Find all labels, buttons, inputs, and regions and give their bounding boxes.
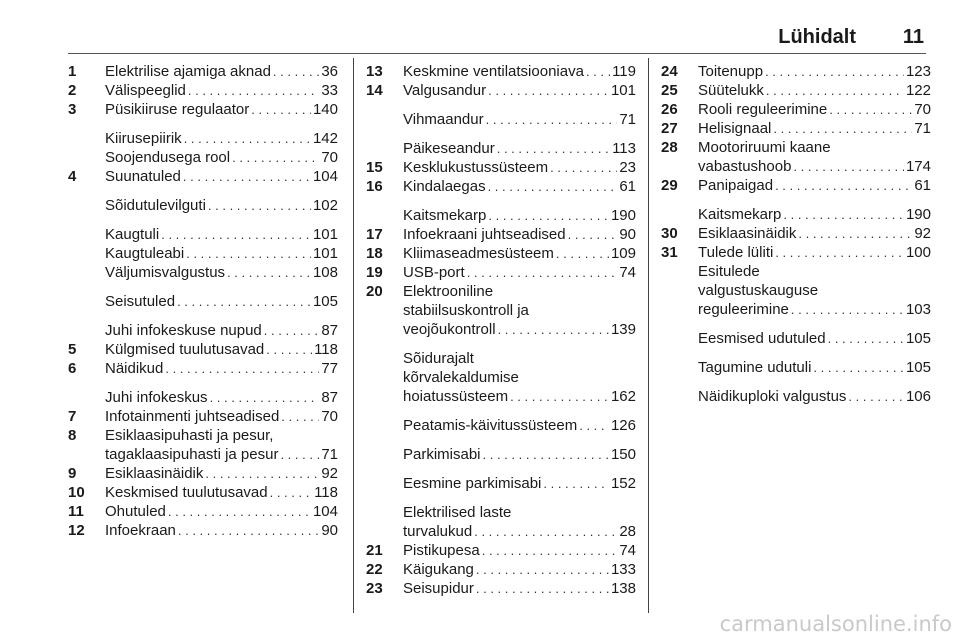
- index-column-3: [661, 62, 931, 406]
- dot-leader: [765, 62, 904, 81]
- index-entry: [366, 349, 636, 406]
- entry-label: Valgusandur: [403, 82, 487, 99]
- dot-leader: [227, 263, 311, 282]
- dot-leader: [488, 177, 618, 196]
- dot-leader: [813, 358, 904, 377]
- callout-number: 3: [68, 101, 77, 118]
- dot-leader: [488, 206, 609, 225]
- index-entry: [366, 177, 636, 196]
- entry-label: Infotainmenti juhtseadised: [105, 408, 280, 425]
- index-column-1: [68, 62, 338, 540]
- callout-number: 17: [366, 226, 383, 243]
- callout-number: 18: [366, 245, 383, 262]
- entry-label: kõrvalekaldumise: [403, 369, 519, 386]
- entry-label: Kaugtuli: [105, 226, 160, 243]
- watermark: carmanualsonline.info: [719, 612, 952, 636]
- page-reference[interactable]: 87: [321, 322, 338, 339]
- dot-leader: [568, 225, 618, 244]
- page-reference[interactable]: 90: [619, 226, 636, 243]
- entry-label: Vihmaandur: [403, 111, 484, 128]
- page-reference[interactable]: 74: [619, 542, 636, 559]
- callout-number: 31: [661, 244, 678, 261]
- dot-leader: [773, 119, 912, 138]
- callout-number: 9: [68, 465, 77, 482]
- dot-leader: [177, 292, 311, 311]
- entry-label: Suunatuled: [105, 168, 181, 185]
- page-reference[interactable]: 190: [905, 206, 931, 223]
- index-entry: [68, 502, 338, 521]
- entry-label: Peatamis-käivitussüsteem: [403, 417, 578, 434]
- entry-label: Esiklaasinäidik: [105, 465, 204, 482]
- page-reference[interactable]: 140: [312, 101, 338, 118]
- index-entry: [366, 474, 636, 493]
- dot-leader: [210, 388, 320, 407]
- dot-leader: [467, 263, 618, 282]
- column-divider-2: [648, 58, 649, 613]
- entry-label: Kaitsmekarp: [403, 207, 487, 224]
- page-reference[interactable]: 123: [905, 63, 931, 80]
- callout-number: 20: [366, 283, 383, 300]
- callout-number: 25: [661, 82, 678, 99]
- index-entry: [68, 292, 338, 311]
- page-reference[interactable]: 102: [312, 197, 338, 214]
- entry-label: Kindalaegas: [403, 178, 486, 195]
- page-number: 11: [902, 26, 924, 48]
- entry-label: stabiilsuskontroll ja: [403, 302, 529, 319]
- page-reference[interactable]: 109: [610, 245, 636, 262]
- page-reference[interactable]: 101: [610, 82, 636, 99]
- dot-leader: [579, 416, 609, 435]
- index-entry: [366, 158, 636, 177]
- index-entry: [661, 243, 931, 262]
- dot-leader: [266, 340, 312, 359]
- dot-leader: [828, 329, 904, 348]
- callout-number: 29: [661, 177, 678, 194]
- dot-leader: [586, 62, 610, 81]
- index-entry: [68, 407, 338, 426]
- page-reference[interactable]: 71: [619, 111, 636, 128]
- index-entry: [661, 100, 931, 119]
- index-entry: [661, 119, 931, 138]
- callout-number: 2: [68, 82, 77, 99]
- page-reference[interactable]: 36: [321, 63, 338, 80]
- dot-leader: [486, 110, 618, 129]
- entry-label: Külgmised tuulutusavad: [105, 341, 265, 358]
- dot-leader: [161, 225, 311, 244]
- page-reference[interactable]: 92: [914, 225, 931, 242]
- dot-leader: [184, 129, 311, 148]
- dot-leader: [783, 205, 904, 224]
- page-reference[interactable]: 122: [905, 82, 931, 99]
- entry-label: USB-port: [403, 264, 465, 281]
- callout-number: 22: [366, 561, 383, 578]
- entry-label: Eesmised udutuled: [698, 330, 826, 347]
- page-reference[interactable]: 33: [321, 82, 338, 99]
- index-entry: [68, 196, 338, 215]
- entry-label: Kesklukustussüsteem: [403, 159, 549, 176]
- entry-label: Pistikupesa: [403, 542, 480, 559]
- index-entry: [366, 81, 636, 100]
- dot-leader: [829, 100, 912, 119]
- index-entry: [68, 225, 338, 244]
- entry-label: Helisignaal: [698, 120, 772, 137]
- dot-leader: [232, 148, 319, 167]
- callout-number: 28: [661, 139, 678, 156]
- index-entry: [661, 62, 931, 81]
- index-entry: [68, 129, 338, 148]
- page-reference[interactable]: 152: [610, 475, 636, 492]
- entry-label: Tulede lüliti: [698, 244, 774, 261]
- dot-leader: [543, 474, 609, 493]
- entry-label: Eesmine parkimisabi: [403, 475, 542, 492]
- index-entry: [68, 426, 338, 464]
- dot-leader: [281, 407, 319, 426]
- page-reference[interactable]: 71: [321, 446, 338, 463]
- dot-leader: [178, 521, 319, 540]
- dot-leader: [483, 445, 609, 464]
- entry-label: Soojendusega rool: [105, 149, 231, 166]
- dot-leader: [165, 359, 319, 378]
- dot-leader: [793, 157, 904, 176]
- entry-label: Keskmine ventilatsiooniava: [403, 63, 584, 80]
- index-entry: [366, 62, 636, 81]
- dot-leader: [791, 300, 904, 319]
- dot-leader: [264, 321, 320, 340]
- dot-leader: [476, 560, 609, 579]
- entry-label: Esiklaasinäidik: [698, 225, 797, 242]
- index-entry: [661, 262, 931, 319]
- page-reference[interactable]: 105: [312, 293, 338, 310]
- dot-leader: [273, 62, 319, 81]
- index-entry: [68, 148, 338, 167]
- entry-label: Keskmised tuulutusavad: [105, 484, 268, 501]
- column-divider-1: [353, 58, 354, 613]
- entry-label: reguleerimine: [698, 301, 789, 318]
- page-reference[interactable]: 118: [314, 341, 338, 358]
- entry-label: Mootoriruumi kaane: [698, 139, 831, 156]
- index-entry: [366, 416, 636, 435]
- index-column-2: [366, 62, 636, 598]
- index-entry: [68, 100, 338, 119]
- callout-number: 4: [68, 168, 77, 185]
- page-reference[interactable]: 126: [610, 417, 636, 434]
- page-reference[interactable]: 105: [905, 359, 931, 376]
- page-reference[interactable]: 70: [321, 149, 338, 166]
- index-entry: [68, 321, 338, 340]
- page-reference[interactable]: 101: [312, 245, 338, 262]
- dot-leader: [766, 81, 904, 100]
- dot-leader: [775, 243, 904, 262]
- page-reference[interactable]: 23: [619, 159, 636, 176]
- page-reference[interactable]: 139: [610, 321, 636, 338]
- page-reference[interactable]: 71: [914, 120, 931, 137]
- index-entry: [661, 358, 931, 377]
- entry-label: Elektrilise ajamiga aknad: [105, 63, 271, 80]
- entry-label: Juhi infokeskuse nupud: [105, 322, 262, 339]
- dot-leader: [482, 541, 618, 560]
- index-entry: [366, 110, 636, 129]
- page-reference[interactable]: 133: [610, 561, 636, 578]
- page-reference[interactable]: 70: [321, 408, 338, 425]
- index-entry: [68, 388, 338, 407]
- callout-number: 23: [366, 580, 383, 597]
- callout-number: 12: [68, 522, 85, 539]
- entry-label: veojõukontroll: [403, 321, 496, 338]
- header-divider: [68, 53, 926, 54]
- page-reference[interactable]: 70: [914, 101, 931, 118]
- entry-label: vabastushoob: [698, 158, 792, 175]
- dot-leader: [280, 445, 319, 464]
- callout-number: 13: [366, 63, 383, 80]
- index-entry: [366, 225, 636, 244]
- dot-leader: [186, 244, 311, 263]
- page-title: Lühidalt: [778, 26, 856, 48]
- index-entry: [366, 206, 636, 225]
- callout-number: 21: [366, 542, 383, 559]
- entry-label: Näidikud: [105, 360, 164, 377]
- entry-label: Kaitsmekarp: [698, 206, 782, 223]
- callout-number: 6: [68, 360, 77, 377]
- dot-leader: [476, 579, 609, 598]
- entry-label: Süütelukk: [698, 82, 764, 99]
- page-reference[interactable]: 92: [321, 465, 338, 482]
- callout-number: 7: [68, 408, 77, 425]
- dot-leader: [556, 244, 609, 263]
- callout-number: 27: [661, 120, 678, 137]
- page-reference[interactable]: 105: [905, 330, 931, 347]
- page-reference[interactable]: 103: [905, 301, 931, 318]
- index-entry: [68, 263, 338, 282]
- index-entry: [661, 329, 931, 348]
- page-reference[interactable]: 61: [619, 178, 636, 195]
- page-reference[interactable]: 119: [612, 63, 636, 80]
- index-entry: [366, 541, 636, 560]
- page-reference[interactable]: 113: [612, 140, 636, 157]
- callout-number: 1: [68, 63, 77, 80]
- entry-label: Parkimisabi: [403, 446, 481, 463]
- entry-label: Ohutuled: [105, 503, 166, 520]
- index-entry: [366, 244, 636, 263]
- callout-number: 14: [366, 82, 383, 99]
- entry-label: Näidikuploki valgustus: [698, 388, 847, 405]
- callout-number: 16: [366, 178, 383, 195]
- page-reference[interactable]: 104: [312, 168, 338, 185]
- callout-number: 30: [661, 225, 678, 242]
- callout-number: 19: [366, 264, 383, 281]
- entry-label: Toitenupp: [698, 63, 764, 80]
- entry-label: Püsikiiruse regulaator: [105, 101, 250, 118]
- index-entry: [68, 340, 338, 359]
- page-reference[interactable]: 28: [619, 523, 636, 540]
- dot-leader: [474, 522, 617, 541]
- dot-leader: [208, 196, 311, 215]
- entry-label: Päikeseandur: [403, 140, 495, 157]
- index-entry: [68, 521, 338, 540]
- page-header: [68, 26, 926, 50]
- entry-label: Kliimaseadmesüsteem: [403, 245, 554, 262]
- page-reference[interactable]: 77: [321, 360, 338, 377]
- entry-label: Seisutuled: [105, 293, 176, 310]
- index-entry: [68, 167, 338, 186]
- entry-label: Infoekraan: [105, 522, 176, 539]
- index-entry: [68, 81, 338, 100]
- page-reference[interactable]: 101: [312, 226, 338, 243]
- entry-label: turvalukud: [403, 523, 473, 540]
- entry-label: Sõidurajalt: [403, 350, 474, 367]
- page-reference[interactable]: 174: [905, 158, 931, 175]
- page-reference[interactable]: 138: [610, 580, 636, 597]
- entry-label: valgustuskauguse: [698, 282, 819, 299]
- callout-number: 5: [68, 341, 77, 358]
- dot-leader: [498, 320, 609, 339]
- entry-label: hoiatussüsteem: [403, 388, 509, 405]
- index-entry: [68, 464, 338, 483]
- index-entry: [68, 359, 338, 378]
- dot-leader: [798, 224, 912, 243]
- index-entry: [661, 81, 931, 100]
- entry-label: Käigukang: [403, 561, 474, 578]
- index-entry: [366, 503, 636, 541]
- dot-leader: [168, 502, 311, 521]
- index-entry: [366, 282, 636, 339]
- index-entry: [366, 579, 636, 598]
- dot-leader: [183, 167, 311, 186]
- index-entry: [68, 483, 338, 502]
- entry-label: tagaklaasipuhasti ja pesur: [105, 446, 279, 463]
- index-entry: [68, 62, 338, 81]
- page-reference[interactable]: 142: [312, 130, 338, 147]
- entry-label: Väljumisvalgustus: [105, 264, 226, 281]
- index-entry: [366, 560, 636, 579]
- page-reference[interactable]: 61: [914, 177, 931, 194]
- entry-label: Elektrilised laste: [403, 504, 512, 521]
- page-reference[interactable]: 87: [321, 389, 338, 406]
- page-reference[interactable]: 106: [905, 388, 931, 405]
- index-entry: [661, 387, 931, 406]
- dot-leader: [775, 176, 912, 195]
- index-entry: [366, 139, 636, 158]
- index-entry: [366, 445, 636, 464]
- callout-number: 26: [661, 101, 678, 118]
- entry-label: Esitulede: [698, 263, 760, 280]
- dot-leader: [550, 158, 617, 177]
- callout-number: 10: [68, 484, 85, 501]
- dot-leader: [497, 139, 610, 158]
- callout-number: 15: [366, 159, 383, 176]
- page-reference[interactable]: 74: [619, 264, 636, 281]
- entry-label: Kiirusepiirik: [105, 130, 182, 147]
- page-reference[interactable]: 90: [321, 522, 338, 539]
- callout-number: 11: [68, 503, 84, 520]
- entry-label: Välispeeglid: [105, 82, 186, 99]
- dot-leader: [205, 464, 319, 483]
- callout-number: 24: [661, 63, 678, 80]
- entry-label: Infoekraani juhtseadised: [403, 226, 566, 243]
- index-entry: [661, 224, 931, 243]
- index-entry: [366, 263, 636, 282]
- dot-leader: [510, 387, 609, 406]
- entry-label: Panipaigad: [698, 177, 774, 194]
- index-entry: [661, 138, 931, 176]
- page-reference[interactable]: 104: [312, 503, 338, 520]
- entry-label: Elektrooniline: [403, 283, 494, 300]
- entry-label: Rooli reguleerimine: [698, 101, 828, 118]
- index-entry: [661, 205, 931, 224]
- dot-leader: [270, 483, 312, 502]
- entry-label: Sõidutulevilguti: [105, 197, 206, 214]
- entry-label: Tagumine udutuli: [698, 359, 812, 376]
- dot-leader: [848, 387, 904, 406]
- dot-leader: [488, 81, 609, 100]
- entry-label: Juhi infokeskus: [105, 389, 208, 406]
- entry-label: Seisupidur: [403, 580, 474, 597]
- page-reference[interactable]: 108: [312, 264, 338, 281]
- page-reference[interactable]: 150: [610, 446, 636, 463]
- entry-label: Kaugtuleabi: [105, 245, 185, 262]
- page-reference[interactable]: 190: [610, 207, 636, 224]
- page-reference[interactable]: 100: [905, 244, 931, 261]
- index-entry: [661, 176, 931, 195]
- dot-leader: [251, 100, 311, 119]
- callout-number: 8: [68, 427, 77, 444]
- entry-label: Esiklaasipuhasti ja pesur,: [105, 427, 274, 444]
- index-entry: [68, 244, 338, 263]
- page-reference[interactable]: 162: [610, 388, 636, 405]
- dot-leader: [188, 81, 319, 100]
- page-reference[interactable]: 118: [314, 484, 338, 501]
